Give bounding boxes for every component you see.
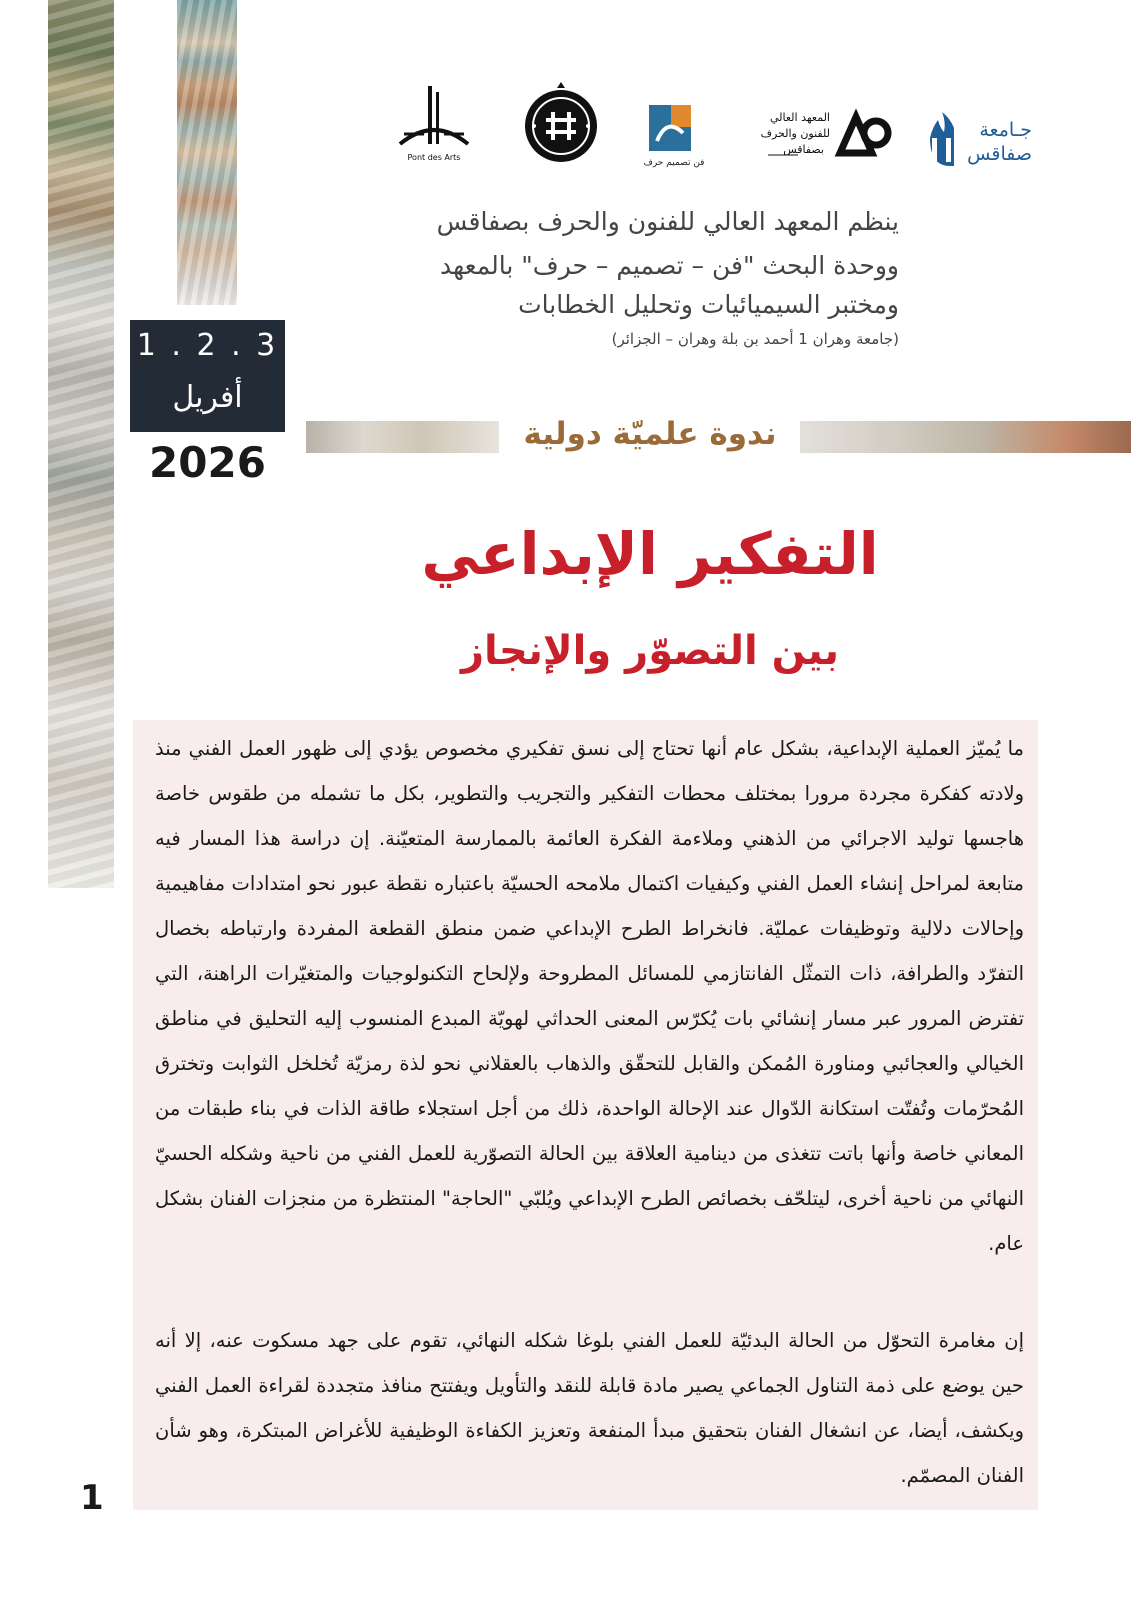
body-paragraph: إن مغامرة التحوّل من الحالة البدئيّة للعمل الفني بلوغا شكله النهائي، تقوم على جهد مسكوت عنه، إلا أنه حين يوضع على ذمة التناول الجماعي يصير مادة قابلة للنقد والتأويل ويفتتح منافذ متجددة لقراءة العمل الفني ويكشف، أيضا، عن انشغال الفنان بتحقيق مبدأ المنفعة وتعزيز الكفاءة الوظيفية للأغراض المبتكرة، وهو شأن الفنان المصمّم. [155, 1329, 1024, 1487]
organizer-line: ومختبر السيميائيات وتحليل الخطابات [518, 290, 899, 319]
institute-fine-arts-sfax-logo [738, 103, 900, 169]
svg-text:جـامعة: جـامعة [979, 119, 1032, 141]
svg-text:فن تصميم حرف: فن تصميم حرف [643, 158, 705, 168]
date-days: 1 . 2 . 3 [136, 328, 279, 363]
university-sfax-logo [920, 98, 1040, 176]
seal-logo [520, 82, 602, 168]
page-subtitle: بين التصوّر والإنجاز [460, 628, 840, 674]
date-box [130, 320, 285, 432]
decorative-painting-strip-left [48, 0, 114, 888]
decorative-painting-strip-center [177, 0, 237, 305]
organizer-line: ووحدة البحث "فن – تصميم – حرف" بالمعهد [439, 251, 899, 280]
svg-text:بصفاقس: بصفاقس [783, 143, 824, 156]
page-number: 1 [80, 1478, 104, 1518]
svg-text:للفنون والحرف: للفنون والحرف [760, 127, 830, 140]
decorative-band-left [306, 421, 499, 453]
organizer-line: ينظم المعهد العالي للفنون والحرف بصفاقس [436, 207, 899, 236]
research-unit-art-design-craft-logo [643, 103, 705, 173]
decorative-band-right [800, 421, 1131, 453]
page-title: التفكير الإبداعي [421, 520, 879, 588]
body-panel [133, 720, 1038, 1510]
body-paragraph: ما يُميّز العملية الإبداعية، بشكل عام أنها تحتاج إلى نسق تفكيري مخصوص يؤدي إلى ظهور العمل الفني منذ ولادته كفكرة مجردة مرورا بمختلف محطات التفكير والتجريب والتطوير، بكل ما تشمله من طقوس خاصة هاجسها توليد الاجرائي من الذهني وملاءمة الفكرة العائمة بالممارسة المتعيّنة. إن دراسة هذا المسار فيه متابعة لمراحل إنشاء العمل الفني وكيفيات اكتمال ملامحه الحسيّة باعتباره نقطة عبور نحو امتدادات مفاهيمية وإحالات دلالية وتوظيفات عمليّة. فانخراط الطرح الإبداعي ضمن منطق القطعة المفردة وارتباطه بخصال التفرّد والطرافة، ذات التمثّل الفانتازمي للمسائل المطروحة ولإلحاح التكنولوجيات والمتغيّرات الراهنة، التي تفترض المرور عبر مسار إنشائي بات يُكرّس المعنى الحداثي لهويّة المبدع المنسوب إليه التحليق في مناطق الخيالي والعجائبي ومناورة المُمكن والقابل للتحقّق والذهاب بالعقلاني نحو لذة رمزيّة تُخلخل الثوابت وتخترق المُحرّمات وتُفتّت استكانة الدّوال عند الإحالة الواحدة، ذلك من أجل استجلاء طاقة الذات في بناء طبقات من المعاني خاصة وأنها باتت تتغذى من دينامية العلاقة بين الحالة التصوّرية للعمل الفني من ناحية وشكله الحسيّ النهائي من ناحية أخرى، ليتلحّف بخصائص الطرح الإبداعي ويُلبّي "الحاجة" المنتظرة من منجزات الفنان بشكل عام. [155, 737, 1024, 1255]
date-month: أفريل [172, 380, 243, 415]
organizer-affiliation: (جامعة وهران 1 أحمد بن بلة وهران – الجزائر) [611, 330, 899, 348]
event-type: ندوة علميّة دولية [523, 416, 777, 452]
pont-des-arts-logo [394, 82, 474, 166]
date-year: 2026 [149, 438, 266, 487]
svg-text:Pont des Arts: Pont des Arts [407, 153, 461, 162]
svg-text:صفاقس: صفاقس [967, 143, 1032, 165]
svg-text:المعهد العالي: المعهد العالي [769, 111, 830, 124]
